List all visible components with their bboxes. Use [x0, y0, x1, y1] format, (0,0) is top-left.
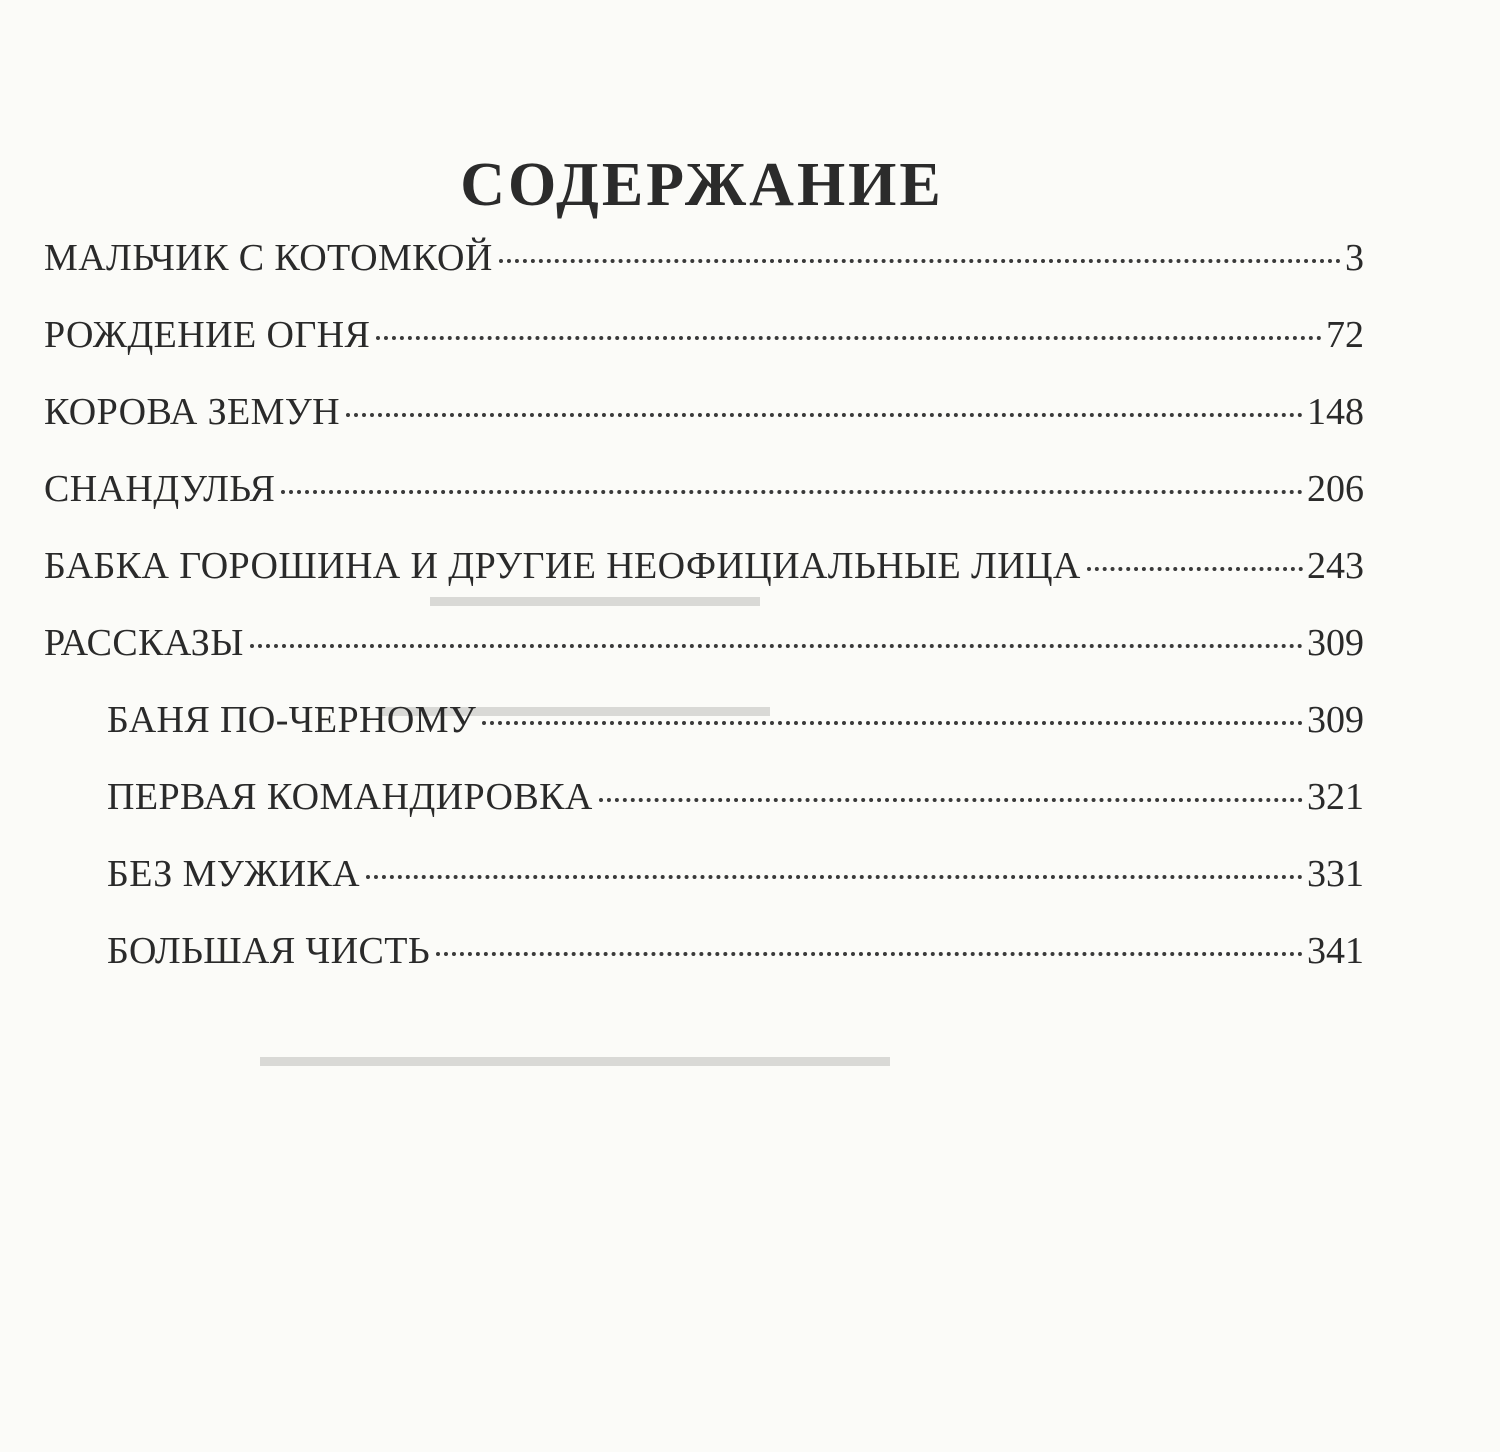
toc-entry-page: 3 [1345, 237, 1364, 279]
toc-entry-title: РОЖДЕНИЕ ОГНЯ [44, 314, 371, 356]
dot-leader [499, 259, 1341, 263]
toc-subentry[interactable] [44, 849, 1364, 926]
toc-entry-title: ПЕРВАЯ КОМАНДИРОВКА [107, 776, 593, 818]
dot-leader [482, 721, 1303, 725]
toc-entry-title: РАССКАЗЫ [44, 622, 244, 664]
dot-leader [281, 490, 1303, 494]
dot-leader [346, 413, 1303, 417]
toc-entry[interactable] [44, 541, 1364, 618]
table-of-contents [44, 233, 1364, 1003]
toc-entry-page: 243 [1307, 545, 1364, 587]
toc-entry-page: 72 [1326, 314, 1364, 356]
bleed-through-decoration: ▬▬▬▬▬▬▬▬▬▬▬▬▬ [380, 690, 770, 723]
toc-entry-page: 148 [1307, 391, 1364, 433]
dot-leader [250, 644, 1303, 648]
toc-entry-page: 321 [1307, 776, 1364, 818]
page-title: СОДЕРЖАНИЕ [460, 150, 944, 219]
toc-entry-page: 309 [1307, 622, 1364, 664]
toc-entry[interactable] [44, 464, 1364, 541]
toc-entry-page: 309 [1307, 699, 1364, 741]
toc-entry-title: БАНЯ ПО-ЧЕРНОМУ [107, 699, 477, 741]
toc-entry-title: БОЛЬШАЯ ЧИСТЬ [107, 930, 431, 972]
toc-subentry[interactable] [44, 695, 1364, 772]
toc-entry-title: СНАНДУЛЬЯ [44, 468, 276, 510]
toc-entry-title: БАБКА ГОРОШИНА И ДРУГИЕ НЕОФИЦИАЛЬНЫЕ ЛИЦА [44, 545, 1081, 587]
toc-entry-title: КОРОВА ЗЕМУН [44, 391, 340, 433]
toc-entry-title: МАЛЬЧИК С КОТОМКОЙ [44, 237, 493, 279]
toc-entry-page: 206 [1307, 468, 1364, 510]
toc-subentry[interactable] [44, 926, 1364, 1003]
bleed-through-decoration: ▬▬▬▬▬▬▬▬▬▬▬▬▬▬▬▬▬▬▬▬▬ [260, 1040, 890, 1073]
bleed-through-decoration: ▬▬▬▬▬▬▬▬▬▬▬ [430, 580, 760, 613]
dot-leader [1087, 567, 1303, 571]
toc-entry[interactable] [44, 387, 1364, 464]
toc-entry[interactable] [44, 310, 1364, 387]
dot-leader [599, 798, 1303, 802]
dot-leader [376, 336, 1322, 340]
toc-entry-title: БЕЗ МУЖИКА [107, 853, 361, 895]
toc-entry[interactable] [44, 233, 1364, 310]
toc-entry[interactable] [44, 618, 1364, 695]
dot-leader [436, 952, 1303, 956]
dot-leader [366, 875, 1303, 879]
toc-entry-page: 341 [1307, 930, 1364, 972]
toc-subentry[interactable] [44, 772, 1364, 849]
toc-entry-page: 331 [1307, 853, 1364, 895]
